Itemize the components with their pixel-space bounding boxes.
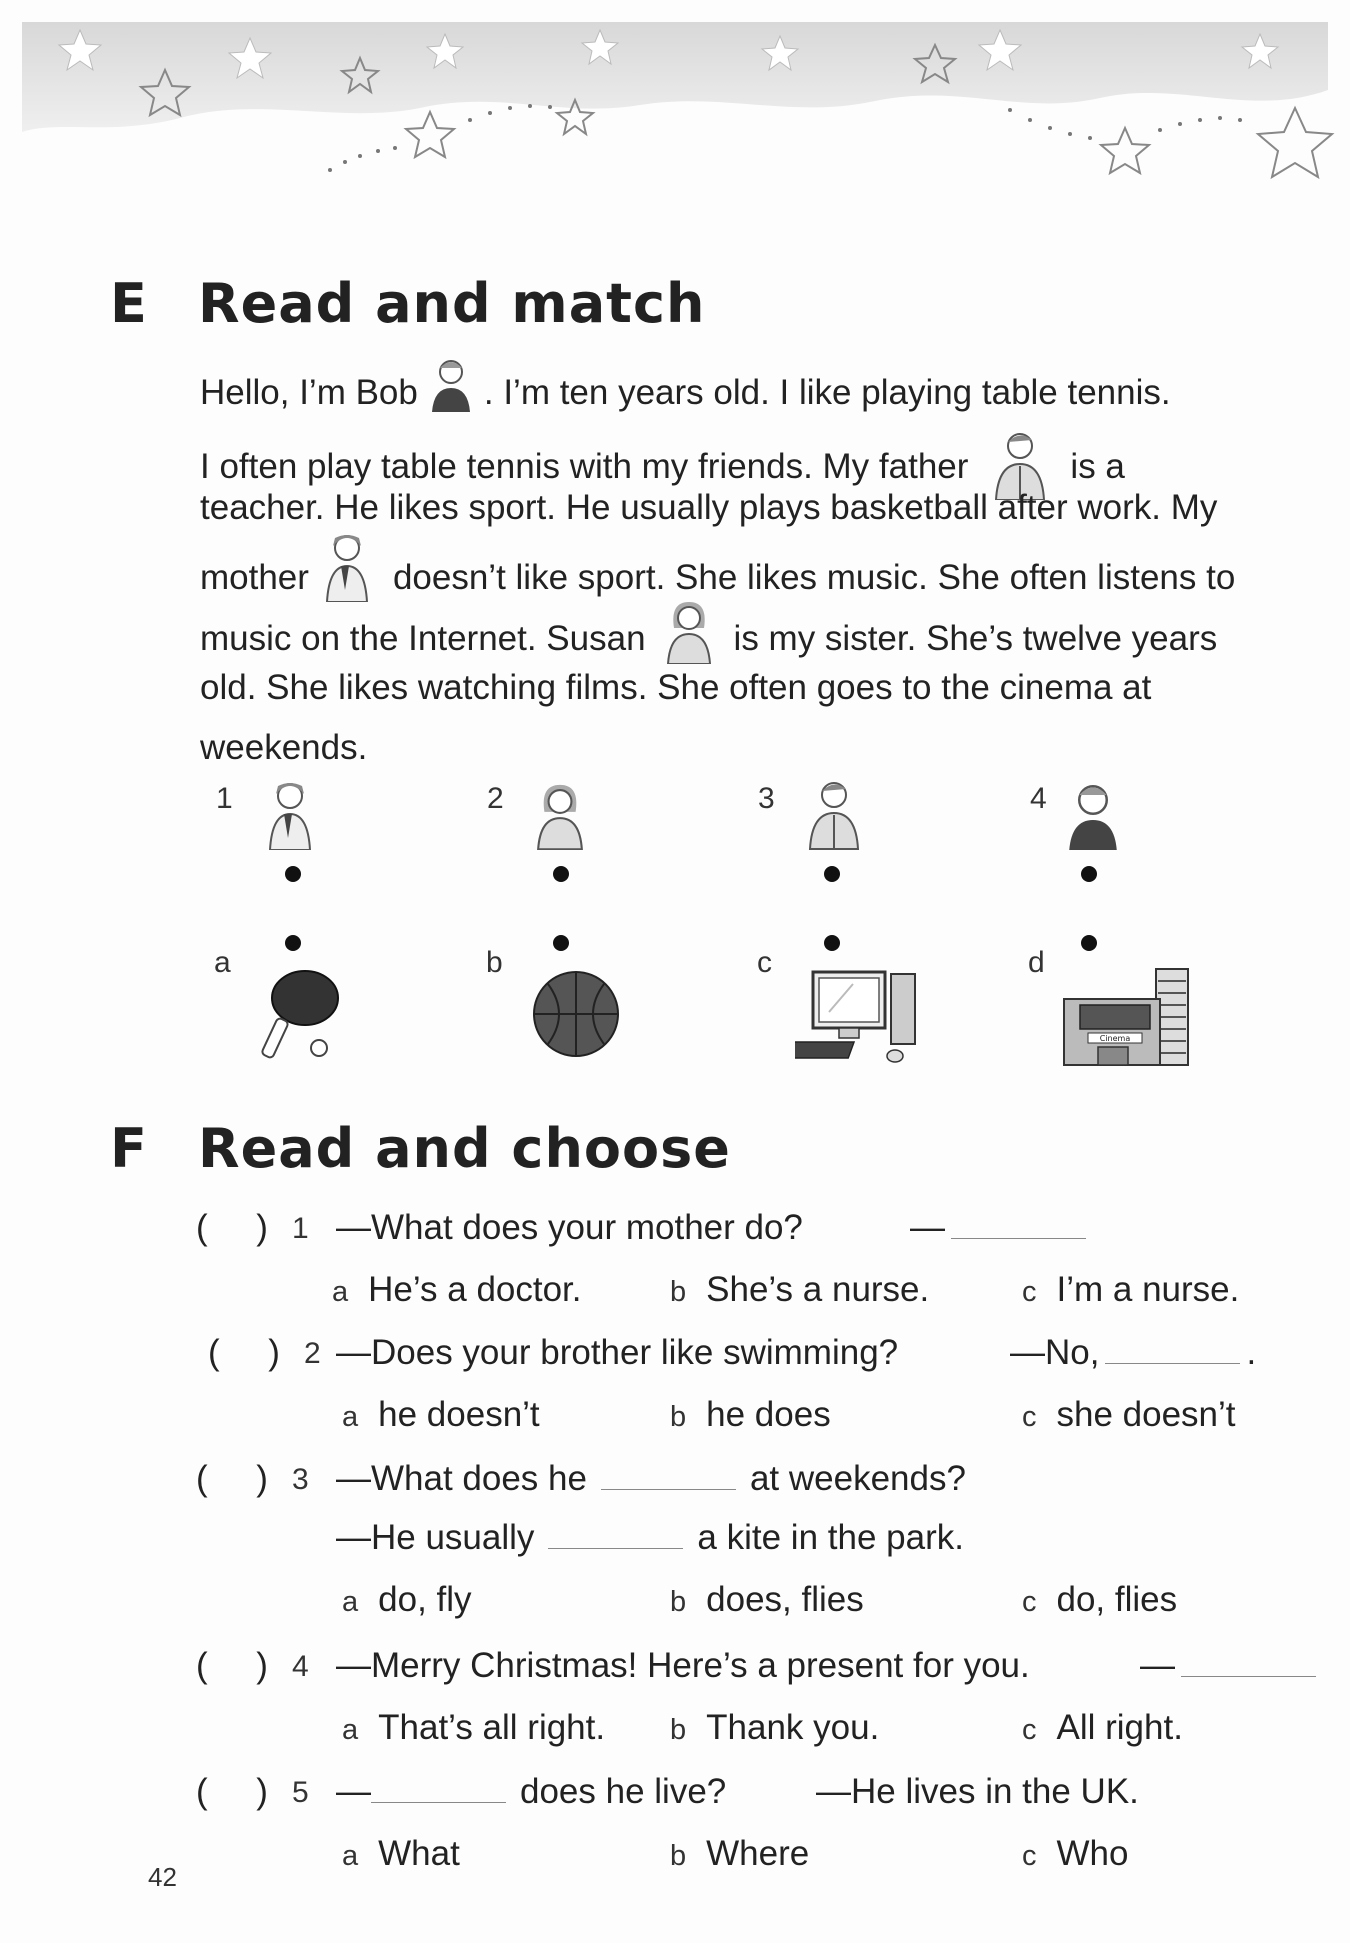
question-5-response: —He lives in the UK.	[816, 1772, 1139, 1811]
option-3a[interactable]	[342, 1580, 472, 1620]
option-letter: a	[342, 1840, 359, 1872]
match-dot-top-1[interactable]	[285, 866, 301, 882]
option-4c[interactable]	[1022, 1708, 1183, 1748]
match-number-3: 3	[758, 782, 775, 815]
answer-blank[interactable]	[1105, 1333, 1240, 1364]
option-text: she doesn’t	[1056, 1395, 1236, 1434]
option-1b[interactable]	[670, 1270, 929, 1310]
page-number: 42	[148, 1862, 177, 1892]
text: mother	[200, 557, 309, 597]
match-dot-top-3[interactable]	[824, 866, 840, 882]
answer-blank[interactable]	[1181, 1646, 1316, 1677]
response-dash: —	[1140, 1646, 1175, 1685]
answer-paren-5[interactable]: ( )	[196, 1772, 268, 1811]
star-banner	[0, 0, 1350, 210]
period: .	[1246, 1333, 1257, 1372]
option-2b[interactable]	[670, 1395, 831, 1435]
paragraph-line-7: weekends.	[200, 728, 368, 767]
section-title-text: Read and match	[198, 272, 706, 335]
paragraph-line-6: old. She likes watching films. She often goes to the cinema at	[200, 668, 1152, 707]
match-number-2: 2	[487, 782, 504, 815]
option-2c[interactable]	[1022, 1395, 1236, 1435]
computer-icon	[795, 968, 925, 1068]
option-text: What	[378, 1834, 460, 1873]
option-text: he does	[706, 1395, 831, 1434]
option-text: do, flies	[1056, 1580, 1178, 1619]
option-letter: b	[670, 1714, 687, 1746]
basketball-icon	[530, 968, 622, 1060]
answer-blank[interactable]	[548, 1518, 683, 1549]
match-dot-bottom-b[interactable]	[553, 935, 569, 951]
option-3c[interactable]	[1022, 1580, 1177, 1620]
susan-picture	[534, 780, 586, 850]
answer-paren-1[interactable]: ( )	[196, 1208, 268, 1247]
response-text: —No,	[1010, 1333, 1100, 1372]
option-2a[interactable]	[342, 1395, 540, 1435]
answer-paren-4[interactable]: ( )	[196, 1646, 268, 1685]
text: music on the Internet. Susan	[200, 618, 646, 658]
option-4b[interactable]	[670, 1708, 879, 1748]
paragraph-line-5	[200, 608, 1217, 673]
question-number-1: 1	[292, 1212, 309, 1245]
text: does he live?	[520, 1772, 727, 1811]
question-1-text: —What does your mother do?	[336, 1208, 803, 1247]
option-text: He’s a doctor.	[368, 1270, 582, 1309]
option-5b[interactable]	[670, 1834, 809, 1874]
paragraph-line-4	[200, 548, 1235, 611]
match-number-4: 4	[1030, 782, 1047, 815]
question-1-response	[910, 1208, 1092, 1248]
option-letter: c	[1022, 1840, 1037, 1872]
option-letter: c	[1022, 1276, 1037, 1308]
option-letter: c	[1022, 1401, 1037, 1433]
answer-paren-2[interactable]: ( )	[208, 1333, 280, 1372]
option-letter: c	[1022, 1586, 1037, 1618]
match-letter-c: c	[757, 946, 772, 979]
option-1c[interactable]	[1022, 1270, 1239, 1310]
text: —What does he	[336, 1459, 587, 1498]
match-letter-d: d	[1028, 946, 1045, 979]
match-dot-bottom-c[interactable]	[824, 935, 840, 951]
section-letter: F	[110, 1117, 148, 1180]
question-number-5: 5	[292, 1776, 309, 1809]
text: is my sister. She’s twelve years	[733, 618, 1218, 658]
answer-blank[interactable]	[371, 1772, 506, 1803]
option-letter: a	[342, 1401, 359, 1433]
option-letter: b	[670, 1401, 687, 1433]
match-letter-a: a	[214, 946, 231, 979]
paragraph-line-3: teacher. He likes sport. He usually plays basketball after work. My	[200, 488, 1218, 527]
paragraph-line-1	[200, 368, 1171, 421]
option-text: All right.	[1056, 1708, 1183, 1747]
response-dash: —	[910, 1208, 945, 1247]
match-dot-bottom-d[interactable]	[1081, 935, 1097, 951]
question-4-text: —Merry Christmas! Here’s a present for you.	[336, 1646, 1030, 1685]
section-letter: E	[110, 272, 148, 335]
option-text: That’s all right.	[378, 1708, 606, 1747]
option-letter: b	[670, 1840, 687, 1872]
option-text: She’s a nurse.	[706, 1270, 930, 1309]
option-5c[interactable]	[1022, 1834, 1128, 1874]
option-letter: b	[670, 1276, 687, 1308]
section-title-text: Read and choose	[198, 1117, 731, 1180]
option-text: does, flies	[706, 1580, 864, 1619]
text: doesn’t like sport. She likes music. She often listens to	[392, 557, 1236, 597]
text: . I’m ten years old. I like playing table tennis.	[483, 372, 1171, 412]
match-letter-b: b	[486, 946, 503, 979]
option-letter: a	[342, 1586, 359, 1618]
match-number-1: 1	[216, 782, 233, 815]
text: a kite in the park.	[697, 1518, 964, 1557]
option-text: he doesn’t	[378, 1395, 540, 1434]
text: I often play table tennis with my friends. My father	[200, 446, 969, 486]
text: —	[336, 1772, 371, 1811]
option-text: Who	[1056, 1834, 1129, 1873]
option-letter: a	[342, 1714, 359, 1746]
option-text: I’m a nurse.	[1056, 1270, 1240, 1309]
question-2-text: —Does your brother like swimming?	[336, 1333, 899, 1372]
match-dot-top-4[interactable]	[1081, 866, 1097, 882]
match-dot-bottom-a[interactable]	[285, 935, 301, 951]
ping-pong-paddle-icon	[255, 968, 345, 1068]
question-number-3: 3	[292, 1463, 309, 1496]
option-text: Where	[706, 1834, 810, 1873]
text: —He usually	[336, 1518, 535, 1557]
text: at weekends?	[749, 1459, 966, 1498]
mother-icon	[323, 530, 371, 611]
question-4-response	[1140, 1646, 1322, 1686]
option-letter: b	[670, 1586, 687, 1618]
susan-icon	[664, 598, 714, 673]
answer-paren-3[interactable]: ( )	[196, 1459, 268, 1498]
question-number-2: 2	[304, 1337, 321, 1370]
bob-picture	[1064, 780, 1122, 850]
option-1a[interactable]	[332, 1270, 582, 1310]
section-e-title	[110, 272, 705, 335]
option-4a[interactable]	[342, 1708, 605, 1748]
section-f-title	[110, 1117, 731, 1180]
mother-picture	[264, 778, 316, 850]
option-letter: a	[332, 1276, 349, 1308]
question-2-response	[1010, 1333, 1256, 1373]
father-picture	[806, 776, 862, 850]
question-3-line-2	[336, 1518, 964, 1558]
question-number-4: 4	[292, 1650, 309, 1683]
question-3-line-1	[336, 1459, 966, 1499]
option-text: Thank you.	[706, 1708, 880, 1747]
text: is a	[1070, 446, 1125, 486]
match-dot-top-2[interactable]	[553, 866, 569, 882]
option-3b[interactable]	[670, 1580, 864, 1620]
option-5a[interactable]	[342, 1834, 460, 1874]
answer-blank[interactable]	[601, 1459, 736, 1490]
cinema-sign-text: Cinema	[1099, 1034, 1131, 1043]
cinema-icon	[1058, 965, 1192, 1069]
option-letter: c	[1022, 1714, 1037, 1746]
boy-icon	[428, 356, 474, 421]
answer-blank[interactable]	[951, 1208, 1086, 1239]
option-text: do, fly	[378, 1580, 472, 1619]
question-5-text	[336, 1772, 726, 1812]
text: Hello, I’m Bob	[200, 372, 418, 412]
